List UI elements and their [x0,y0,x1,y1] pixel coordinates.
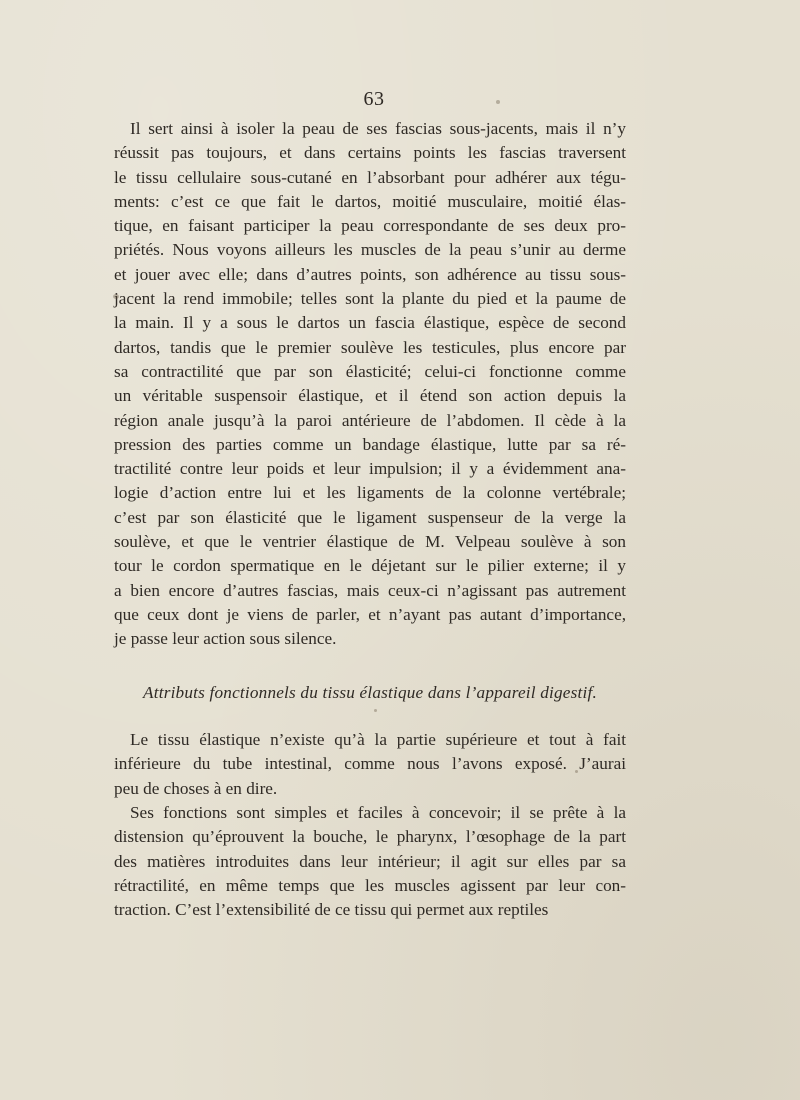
text-line: rétractilité, en même temps que les muscles agissent par leur con- [114,875,626,895]
text-line: Il sert ainsi à isoler la peau de ses fascias sous-jacents, mais il n’y [130,119,626,138]
text-line: pression des parties comme un bandage élastique, lutte par sa ré- [114,434,626,454]
text-line: priétés. Nous voyons ailleurs les muscles de la peau s’unir au derme [114,240,626,260]
text-line: soulève, et que le ventrier élastique de M. Velpeau soulève à son [114,532,626,552]
text-line: sa contractilité que par son élasticité; celui-ci fonctionne comme [114,361,626,381]
text-line: inférieure du tube intestinal, comme nous l’avons exposé. J’aurai [114,754,626,774]
paragraph-3 [114,801,626,922]
text-line: tique, en faisant participer la peau correspondante de ses deux pro- [114,216,626,236]
text-line: traction. C’est l’extensibilité de ce tissu qui permet aux reptiles [114,900,549,920]
text-line: Ses fonctions sont simples et faciles à concevoir; il se prête à la [130,803,626,822]
text-line: région anale jusqu’à la paroi antérieure de l’abdomen. Il cède à la [114,410,626,430]
text-line: tour le cordon spermatique en le déjetant sur le pilier externe; il y [114,556,626,576]
text-line: ments: c’est ce que fait le dartos, moitié musculaire, moitié élas- [114,191,626,211]
text-line: logie d’action entre lui et les ligaments de la colonne vertébrale; [114,483,626,503]
paper-speck [496,100,500,104]
paragraph-1 [114,117,626,652]
text-line: réussit pas toujours, et dans certains points les fascias traversent [114,143,626,163]
text-line: dartos, tandis que le premier soulève les testicules, plus encore par [114,337,626,357]
text-line: peu de choses à en dire. [114,778,278,798]
text-line: distension qu’éprouvent la bouche, le pharynx, l’œsophage de la part [114,827,626,847]
text-line: je passe leur action sous silence. [114,629,337,649]
text-line: le tissu cellulaire sous-cutané en l’absorbant pour adhérer aux tégu- [114,167,626,187]
text-line: la main. Il y a sous le dartos un fascia élastique, espèce de second [114,313,626,333]
section-heading: Attributs fonctionnels du tissu élastique dans l’appareil digestif. [143,683,597,702]
text-line: et jouer avec elle; dans d’autres points, son adhérence au tissu sous- [114,264,626,284]
text-line: des matières introduites dans leur intérieur; il agit sur elles par sa [114,851,626,871]
text-line: jacent la rend immobile; telles sont la plante du pied et la paume de [114,289,626,309]
text-line: tractilité contre leur poids et leur impulsion; il y a évidemment ana- [114,459,626,479]
paper-speck [575,770,578,773]
paper-speck [113,294,119,299]
text-line: que ceux dont je viens de parler, et n’ayant pas autant d’importance, [114,604,626,624]
text-line: un véritable suspensoir élastique, et il étend son action depuis la [114,386,626,406]
text-line: c’est par son élasticité que le ligament suspenseur de la verge la [114,507,626,527]
text-line: Le tissu élastique n’existe qu’à la partie supérieure et tout à fait [130,730,626,749]
text-line: a bien encore d’autres fascias, mais ceux-ci n’agissant pas autrement [114,580,626,600]
paragraph-2 [114,728,626,801]
paper-speck [374,709,377,712]
page-number: 63 [363,88,385,110]
